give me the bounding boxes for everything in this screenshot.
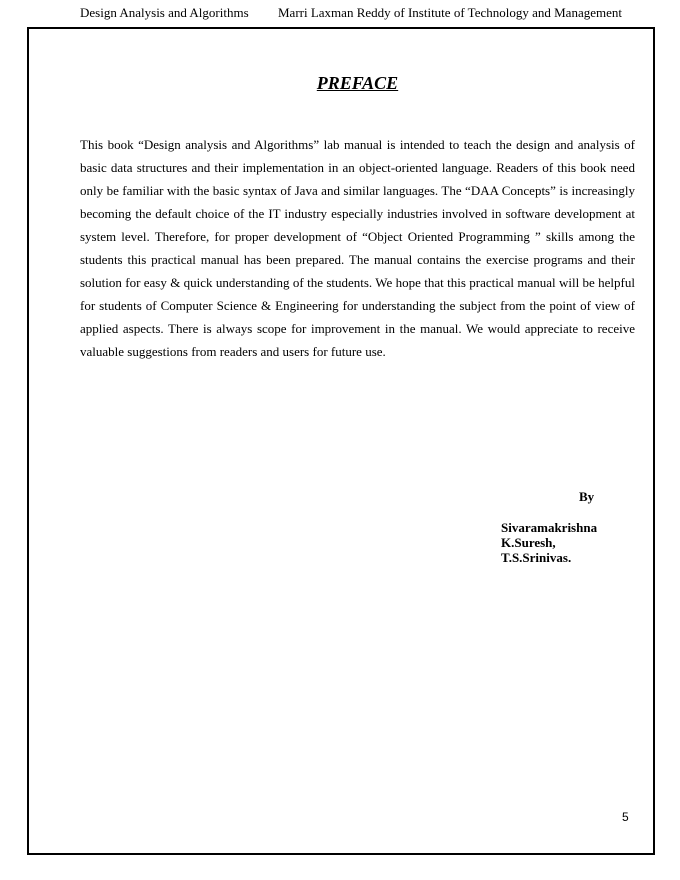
author-name: Sivaramakrishna [501, 520, 598, 535]
page-number: 5 [622, 810, 629, 824]
running-header [80, 4, 660, 22]
author-name: K.Suresh, [501, 535, 556, 550]
author-name: T.S.Srinivas. [501, 550, 572, 565]
preface-paragraph: This book “Design analysis and Algorithms” lab manual is intended to teach the design and analysis of basic data structures and their implementation in an object-oriented language. Readers of this book need only be familiar with the basic syntax of Java and similar languages. The “DAA Concepts” is increasingly becoming the default choice of the IT industry especially industries involved in software development at system level. Therefore, for proper development of “Object Oriented Programming ” skills among the students this practical manual has been prepared. The manual contains the exercise programs and their solution for easy & quick understanding of the students. We hope that this practical manual will be helpful for students of Computer Science & Engineering for understanding the subject from the point of view of applied aspects. There is always scope for improvement in the manual. We would appreciate to receive valuable suggestions from readers and users for future use. [80, 137, 635, 359]
header-institution: Marri Laxman Reddy of Institute of Technology and Management [278, 5, 622, 20]
page-title: PREFACE [316, 73, 399, 93]
header-course-title: Design Analysis and Algorithms [80, 5, 249, 20]
author-list [501, 520, 597, 565]
by-label: By [579, 489, 595, 504]
